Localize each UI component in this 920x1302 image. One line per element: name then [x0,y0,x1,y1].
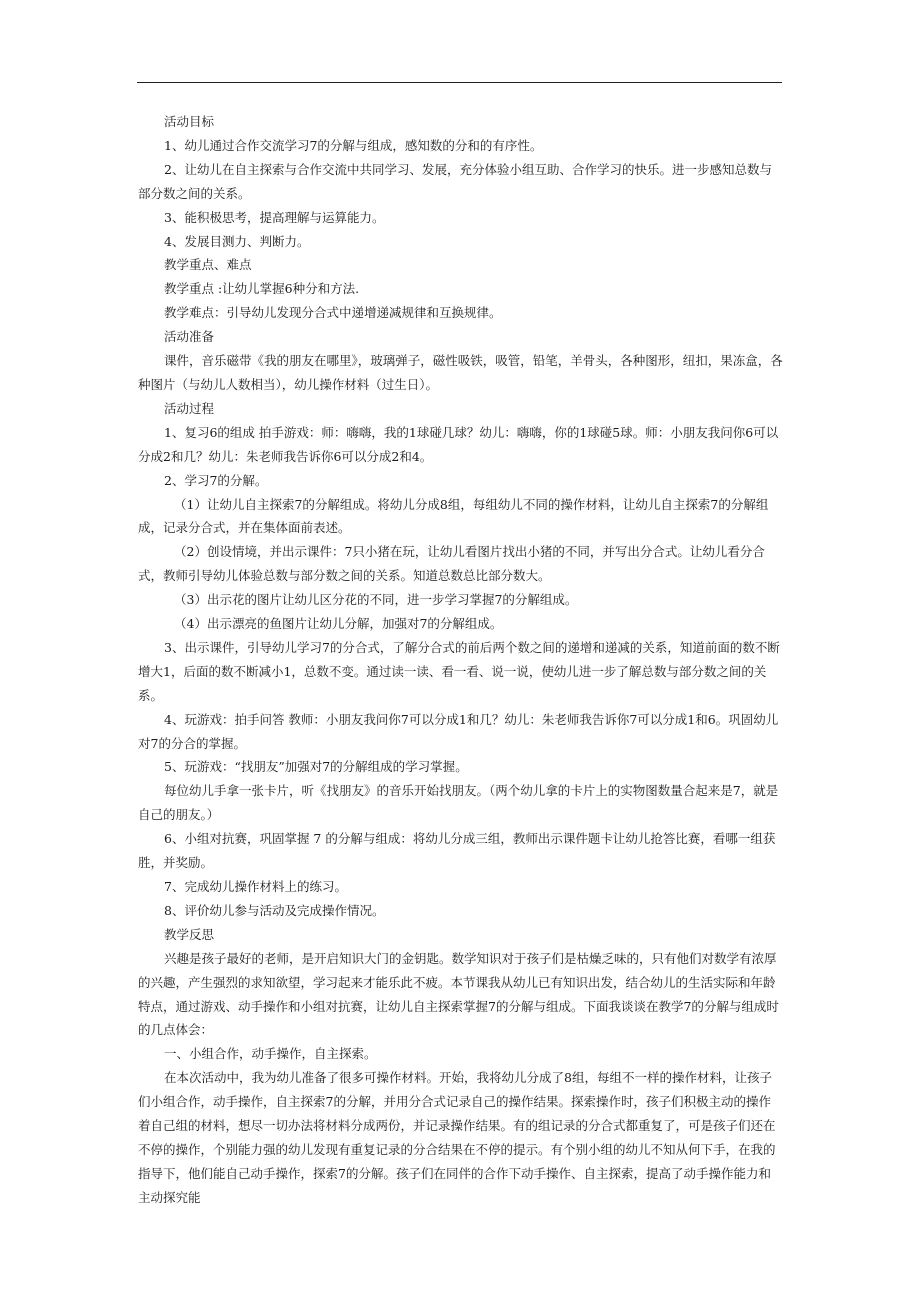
reflection-intro: 兴趣是孩子最好的老师，是开启知识大门的金钥匙。数学知识对于孩子们是枯燥乏味的，只有他们对数学有浓厚的兴趣，产生强烈的求知欲望，学习起来才能乐此不疲。本节课我从幼儿已有知识出发，结合幼儿的生活实际和年龄特点，通过游戏、动手操作和小组对抗赛，让幼儿自主探索掌握7的分解与组成。下面我谈谈在教学7的分解与组成时的几点体会： [138,950,779,1038]
process-step-4: 4、玩游戏：拍手问答 教师：小朋友我问你7可以分成1和几？幼儿：朱老师我告诉你7可以分成1和6。巩固幼儿对7的分合的掌握。 [138,711,779,751]
goal-1: 1、幼儿通过合作交流学习7的分解与组成，感知数的分和的有序性。 [164,137,543,153]
process-step-8: 8、评价幼儿参与活动及完成操作情况。 [164,902,385,918]
preparation-text: 课件，音乐磁带《我的朋友在哪里》，玻璃弹子，磁性吸铁，吸管，铅笔，羊骨头，各种图形，纽扣，果冻盒，各种图片（与幼儿人数相当），幼儿操作材料（过生日）。 [138,353,783,392]
goal-4: 4、发展目测力、判断力。 [164,233,310,249]
process-step-6: 6、小组对抗赛，巩固掌握 7 的分解与组成：将幼儿分成三组，教师出示课件题卡让幼儿抢答比赛，看哪一组获胜，并奖励。 [138,831,776,871]
heading-key-points: 教学重点、难点 [164,257,252,273]
goal-2: 2、让幼儿在自主探索与合作交流中共同学习、发展，充分体验小组互助、合作学习的快乐。进一步感知总数与部分数之间的关系。 [138,161,772,201]
header-rule [137,82,782,83]
goal-3: 3、能积极思考，提高理解与运算能力。 [164,209,385,225]
document-body [138,110,783,1210]
heading-reflection: 教学反思 [164,926,215,942]
process-step-2: 2、学习7的分解。 [164,472,268,488]
process-step-2-1: （1）让幼儿自主探索7的分解组成。将幼儿分成8组，每组幼儿不同的操作材料，让幼儿自主探索7的分解组成，记录分合式，并在集体面前表述。 [138,496,769,536]
heading-activity-goals: 活动目标 [164,114,215,129]
process-step-7: 7、完成幼儿操作材料上的练习。 [164,879,347,894]
difficult-point: 教学难点：引导幼儿发现分合式中递增递减规律和互换规律。 [164,305,502,321]
reflection-point-1-text: 在本次活动中，我为幼儿准备了很多可操作材料。开始，我将幼儿分成了8组，每组不一样的操作材料，让孩子们小组合作，动手操作，自主探索7的分解，并用分合式记录自己的操作结果。探索操作时，孩子们积极主动的操作着自己组的材料，想尽一切办法将材料分成两份，并记录操作结果。有的组记录的分合式都重复了，可是孩子们还在不停的操作，个别能力强的幼儿发现有重复记录的分合结果在不停的提示。有个别小组的幼儿不知从何下手，在我的指导下，他们能自己动手操作，探索7的分解。孩子们在同伴的合作下动手操作、自主探索，提高了动手操作能力和主动探究能 [138,1070,776,1205]
process-step-3: 3、出示课件，引导幼儿学习7的分合式，了解分合式的前后两个数之间的递增和递减的关系，知道前面的数不断增大1，后面的数不断减小1，总数不变。通过读一读、看一看、说一说，使幼儿进一步了解总数与部分数之间的关系。 [138,639,780,703]
process-step-1: 1、复习6的组成 拍手游戏：师：嗨嗨，我的1球碰几球？幼儿：嗨嗨，你的1球碰5球。师：小朋友我问你6可以分成2和几？幼儿：朱老师我告诉你6可以分成2和4。 [138,424,779,464]
process-step-5: 5、玩游戏：“找朋友”加强对7的分解组成的学习掌握。 [164,759,468,775]
heading-process: 活动过程 [164,400,215,416]
process-step-2-2: （2）创设情境，并出示课件：7只小猪在玩，让幼儿看图片找出小猪的不同，并写出分合式。让幼儿看分合式，教师引导幼儿体验总数与部分数之间的关系。知道总数总比部分数大。 [138,544,765,584]
process-step-2-4: （4）出示漂亮的鱼图片让幼儿分解，加强对7的分解组成。 [174,616,503,632]
reflection-point-1: 一、小组合作，动手操作，自主探索。 [164,1046,377,1062]
process-step-5-detail: 每位幼儿手拿一张卡片，听《找朋友》的音乐开始找朋友。（两个幼儿拿的卡片上的实物图数量合起来是7，就是自己的朋友。） [138,783,779,823]
process-step-2-3: （3）出示花的图片让幼儿区分花的不同，进一步学习掌握7的分解组成。 [174,592,578,608]
key-point: 教学重点 :让幼儿掌握6种分和方法. [164,281,360,297]
heading-preparation: 活动准备 [164,329,215,345]
